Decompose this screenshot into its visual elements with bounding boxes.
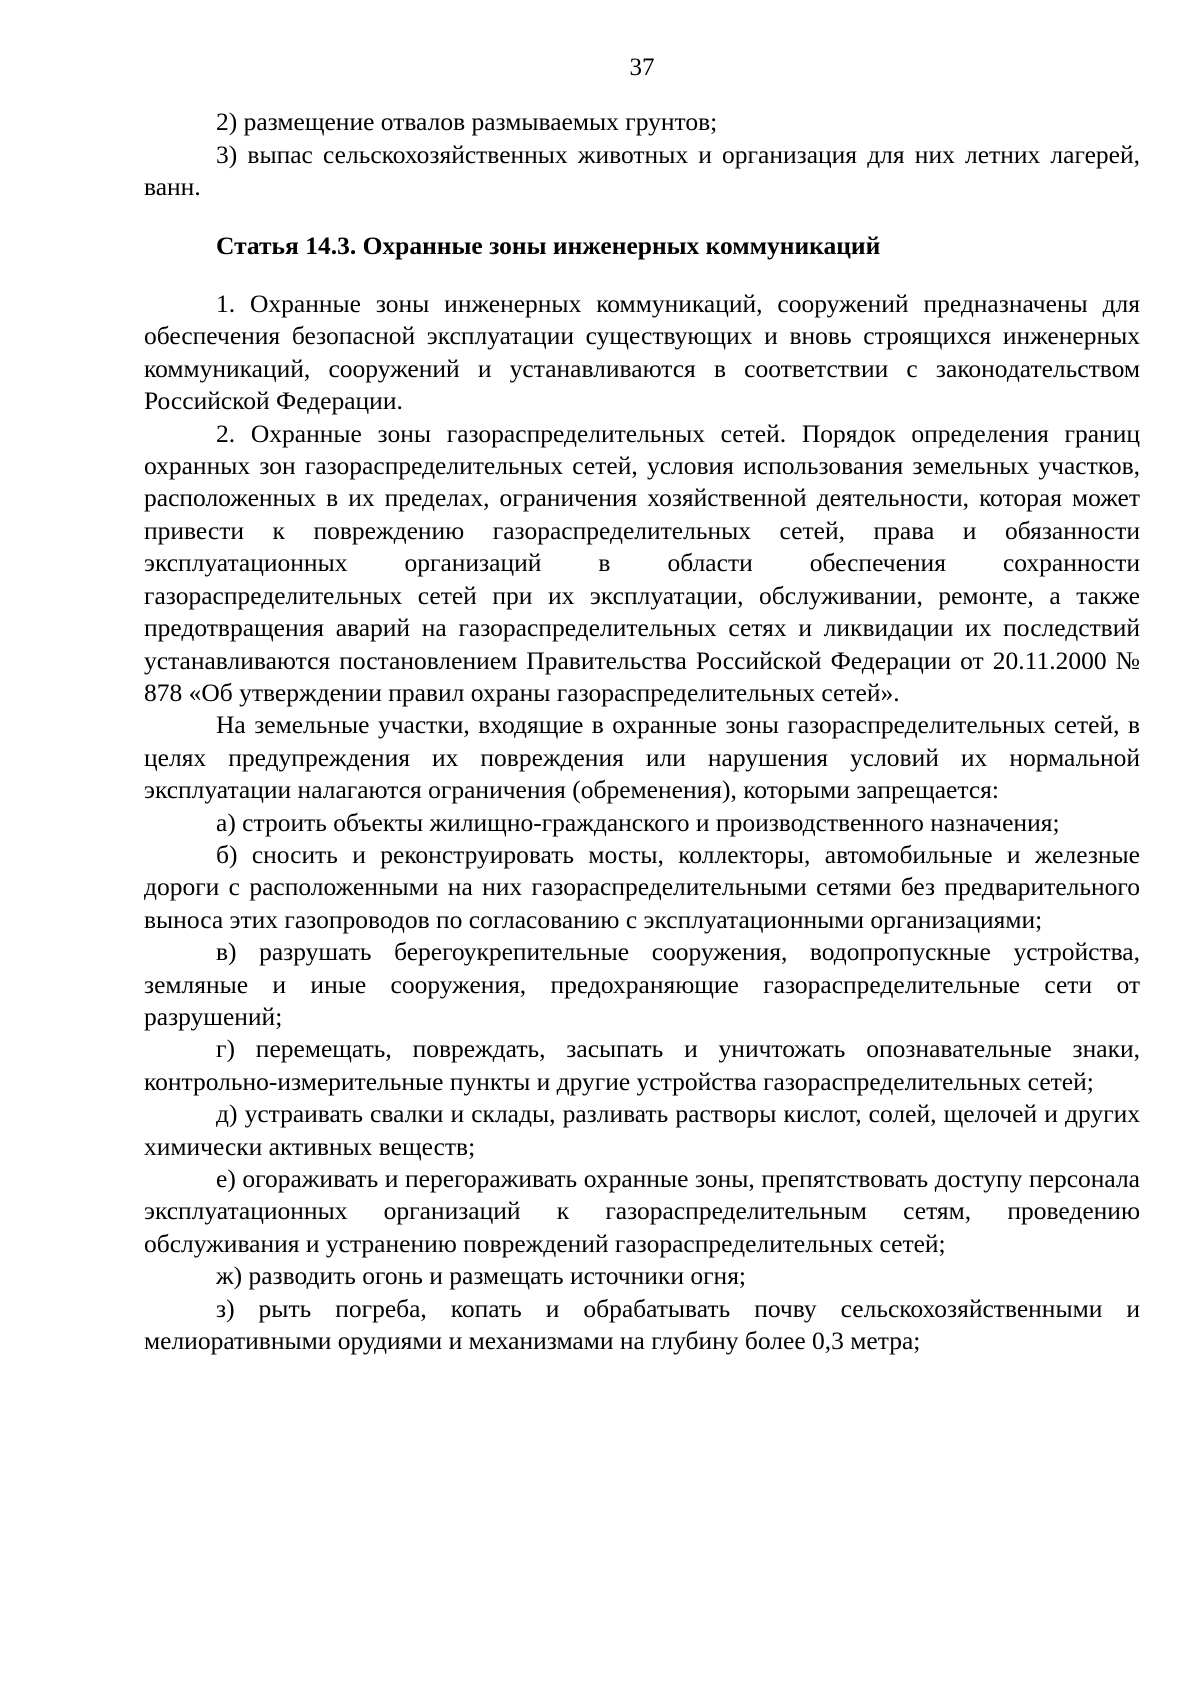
list-item-zh: ж) разводить огонь и размещать источники огня; — [216, 1261, 747, 1291]
article-heading: Статья 14.3. Охранные зоны инженерных коммуникаций — [216, 230, 881, 260]
page-number: 37 — [629, 54, 655, 81]
paragraph-1: 1. Охранные зоны инженерных коммуникаций, сооружений предназначены для обеспечения безопасной эксплуатации существующих и вновь строящихся инженерных коммуникаций, сооружений и устанавливаются в соответствии с законодательством Российской Федерации. — [144, 289, 1140, 416]
paragraph-item-3: 3) выпас сельскохозяйственных животных и организация для них летних лагерей, ванн. — [144, 139, 1140, 202]
list-item-d: д) устраивать свалки и склады, разливать растворы кислот, солей, щелочей и других химически активных веществ; — [144, 1099, 1140, 1161]
paragraph-2: 2. Охранные зоны газораспределительных сетей. Порядок определения границ охранных зон газораспределительных сетей, условия использования земельных участков, расположенных в их пределах, ограничения хозяйственной деятельности, которая может привести к повреждению газораспределительных сетей, права и обязанности эксплуатационных организаций в области обеспечения сохранности газораспределительных сетей при их эксплуатации, обслуживании, ремонте, а также предотвращения аварий на газораспределительных сетях и ликвидации их последствий устанавливаются постановлением Правительства Российской Федерации от 20.11.2000 № 878 «Об утверждении правил охраны газораспределительных сетей». — [144, 418, 1140, 707]
list-item-v: в) разрушать берегоукрепительные сооружения, водопропускные устройства, земляные и иные сооружения, предохраняющие газораспределительные сети от разрушений; — [144, 937, 1140, 1031]
paragraph-restrictions-intro: На земельные участки, входящие в охранные зоны газораспределительных сетей, в целях предупреждения их повреждения или нарушения условий их нормальной эксплуатации налагаются ограничения (обременения), которыми запрещается: — [144, 710, 1140, 805]
list-item-g: г) перемещать, повреждать, засыпать и уничтожать опознавательные знаки, контрольно-измерительные пункты и другие устройства газораспределительных сетей; — [144, 1034, 1140, 1096]
list-item-z: з) рыть погреба, копать и обрабатывать почву сельскохозяйственными и мелиоративными орудиями и механизмами на глубину более 0,3 метра; — [144, 1293, 1140, 1356]
list-item-e: е) огораживать и перегораживать охранные зоны, препятствовать доступу персонала эксплуатационных организаций к газораспределительным сетям, проведению обслуживания и устранению повреждений газораспределительных сетей; — [144, 1164, 1140, 1258]
document-page — [144, 52, 1140, 1357]
paragraph-item-2: 2) размещение отвалов размываемых грунтов; — [216, 107, 718, 137]
list-item-a: а) строить объекты жилищно-гражданского и производственного назначения; — [216, 807, 1060, 837]
list-item-b: б) сносить и реконструировать мосты, коллекторы, автомобильные и железные дороги с расположенными на них газораспределительными сетями без предварительного выноса этих газопроводов по согласованию с эксплуатационными организациями; — [144, 839, 1140, 934]
